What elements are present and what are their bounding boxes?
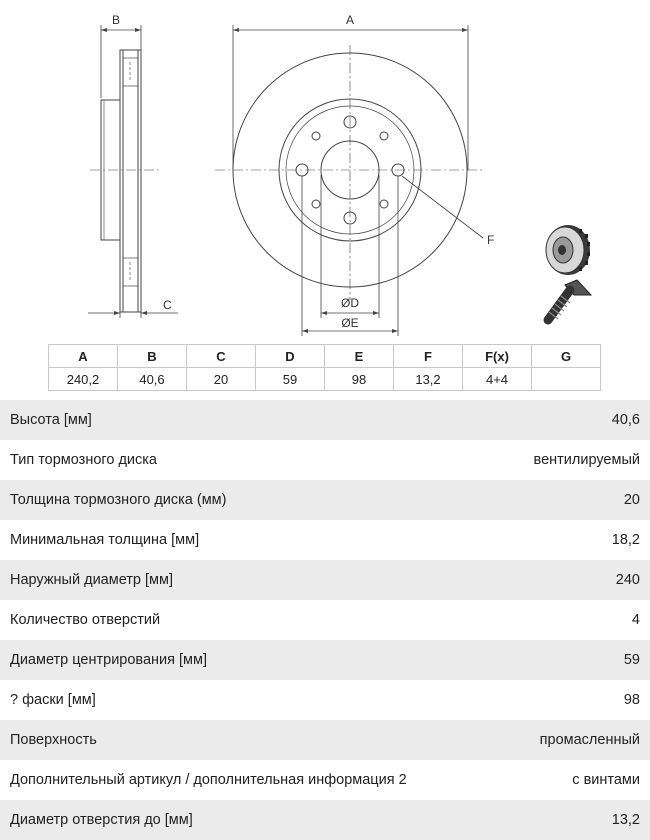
spec-label: ? фаски [мм]: [10, 692, 96, 708]
spec-label: Тип тормозного диска: [10, 452, 157, 468]
dim-header: A: [49, 345, 118, 368]
disc-side-view: [88, 25, 178, 318]
label-d: ØD: [341, 296, 359, 310]
spec-label: Поверхность: [10, 732, 97, 748]
spec-value: 4: [631, 612, 640, 628]
spec-row: [0, 440, 650, 480]
dim-header: C: [187, 345, 256, 368]
label-b: B: [111, 13, 121, 27]
spec-label: Количество отверстий: [10, 612, 161, 628]
label-a: A: [345, 13, 355, 27]
dimensions-table: [48, 344, 601, 391]
dim-header: F: [394, 345, 463, 368]
spec-row: [0, 400, 650, 440]
disc-front-view: [215, 25, 485, 336]
spec-label: Минимальная толщина [мм]: [10, 532, 200, 548]
spec-row: [0, 800, 650, 840]
spec-value: 13,2: [611, 812, 640, 828]
spec-label: Толщина тормозного диска (мм): [10, 492, 227, 508]
dimensions-value-row: [49, 368, 601, 391]
label-f: F: [487, 233, 495, 247]
spec-value: 40,6: [611, 412, 640, 428]
spec-value: промасленный: [539, 732, 640, 748]
brake-disc-drawing: [0, 0, 650, 340]
dim-header: B: [118, 345, 187, 368]
dim-header: G: [532, 345, 601, 368]
dim-value: 40,6: [118, 368, 187, 391]
dim-value: 13,2: [394, 368, 463, 391]
specs-table: [0, 400, 650, 840]
dim-value: 98: [325, 368, 394, 391]
dim-header: D: [256, 345, 325, 368]
spec-value: 18,2: [611, 532, 640, 548]
dim-value: 59: [256, 368, 325, 391]
spec-row: [0, 600, 650, 640]
spec-label: Наружный диаметр [мм]: [10, 572, 174, 588]
label-c: C: [163, 298, 172, 312]
spec-label: Диаметр центрирования [мм]: [10, 652, 208, 668]
spec-value: 20: [623, 492, 640, 508]
spec-label: Диаметр отверстия до [мм]: [10, 812, 193, 828]
spec-row: [0, 680, 650, 720]
spec-value: 240: [615, 572, 640, 588]
dim-value: [532, 368, 601, 391]
spec-label: Высота [мм]: [10, 412, 92, 428]
dim-header: F(x): [463, 345, 532, 368]
spec-row: [0, 760, 650, 800]
label-e: ØE: [341, 316, 359, 330]
dim-value: 4+4: [463, 368, 532, 391]
spec-row: [0, 640, 650, 680]
spec-value: 98: [623, 692, 640, 708]
dim-header: E: [325, 345, 394, 368]
spec-row: [0, 720, 650, 760]
disc-3d-icon: [546, 225, 590, 275]
spec-row: [0, 560, 650, 600]
spec-value: с винтами: [572, 772, 640, 788]
dim-value: 20: [187, 368, 256, 391]
spec-value: вентилируемый: [533, 452, 640, 468]
dim-value: 240,2: [49, 368, 118, 391]
screw-icon: [548, 280, 591, 320]
spec-row: [0, 480, 650, 520]
spec-row: [0, 520, 650, 560]
spec-label: Дополнительный артикул / дополнительная информация 2: [10, 772, 407, 788]
spec-value: 59: [623, 652, 640, 668]
dimensions-header-row: [49, 345, 601, 368]
